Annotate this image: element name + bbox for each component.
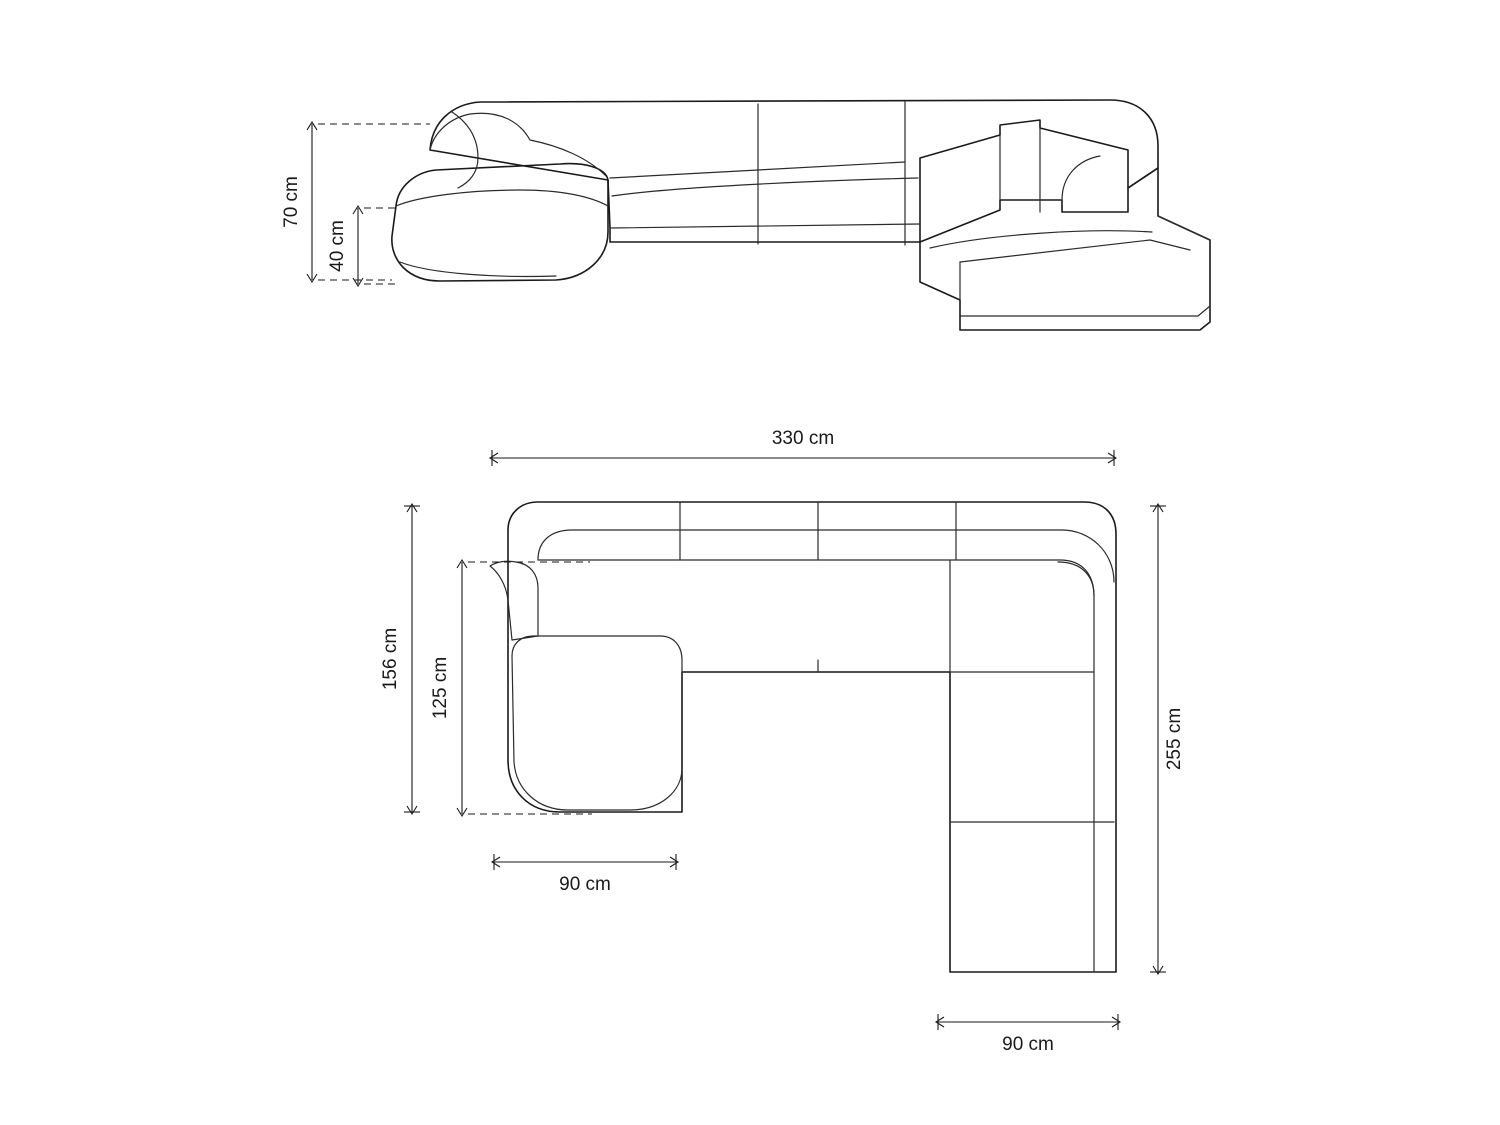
dim-255cm-label: 255 cm (1164, 707, 1185, 771)
right-arm-top-curve (1062, 156, 1100, 200)
perspective-view-group (281, 100, 1210, 330)
dim-330cm (490, 428, 1116, 466)
plan-left-chaise-round (512, 636, 682, 810)
dim-330cm-label: 330 cm (771, 428, 835, 449)
dim-90cm-right-label: 90 cm (1002, 1034, 1054, 1055)
dim-255cm (1150, 504, 1185, 974)
seam-back-3 (758, 162, 905, 170)
dim-156cm (380, 504, 420, 814)
right-chaise-front-line (960, 306, 1210, 316)
seam-back-6 (612, 178, 918, 196)
plan-right-corner-curve (1058, 562, 1094, 596)
dim-70cm-label: 70 cm (281, 176, 302, 228)
right-chaise-seat-top (960, 240, 1190, 262)
plan-view-group (380, 428, 1185, 1055)
plan-outer-outline (508, 502, 1116, 972)
seam-back-5 (610, 224, 920, 228)
plan-left-armrest (490, 561, 538, 640)
dim-40cm-label: 40 cm (327, 220, 348, 272)
sofa-back-outline (430, 100, 1158, 242)
seam-back-1 (610, 170, 758, 178)
left-arm-inner-curve (452, 112, 478, 188)
right-side-edge (1158, 216, 1210, 240)
right-chaise-cushion-curve (930, 231, 1152, 248)
plan-back-band (538, 560, 1094, 972)
left-chaise-seat-line (396, 190, 608, 206)
dim-40cm (327, 206, 398, 286)
dim-125cm-label: 125 cm (430, 656, 451, 720)
dim-90cm-left (492, 854, 678, 895)
left-round-chaise-outline (392, 164, 608, 281)
dim-156cm-label: 156 cm (380, 627, 401, 691)
left-chaise-base-line (400, 262, 556, 276)
plan-back-band-corner (538, 530, 1114, 582)
dim-90cm-right (936, 1014, 1120, 1055)
dim-90cm-left-label: 90 cm (559, 874, 611, 895)
right-chaise-outline (920, 168, 1210, 330)
